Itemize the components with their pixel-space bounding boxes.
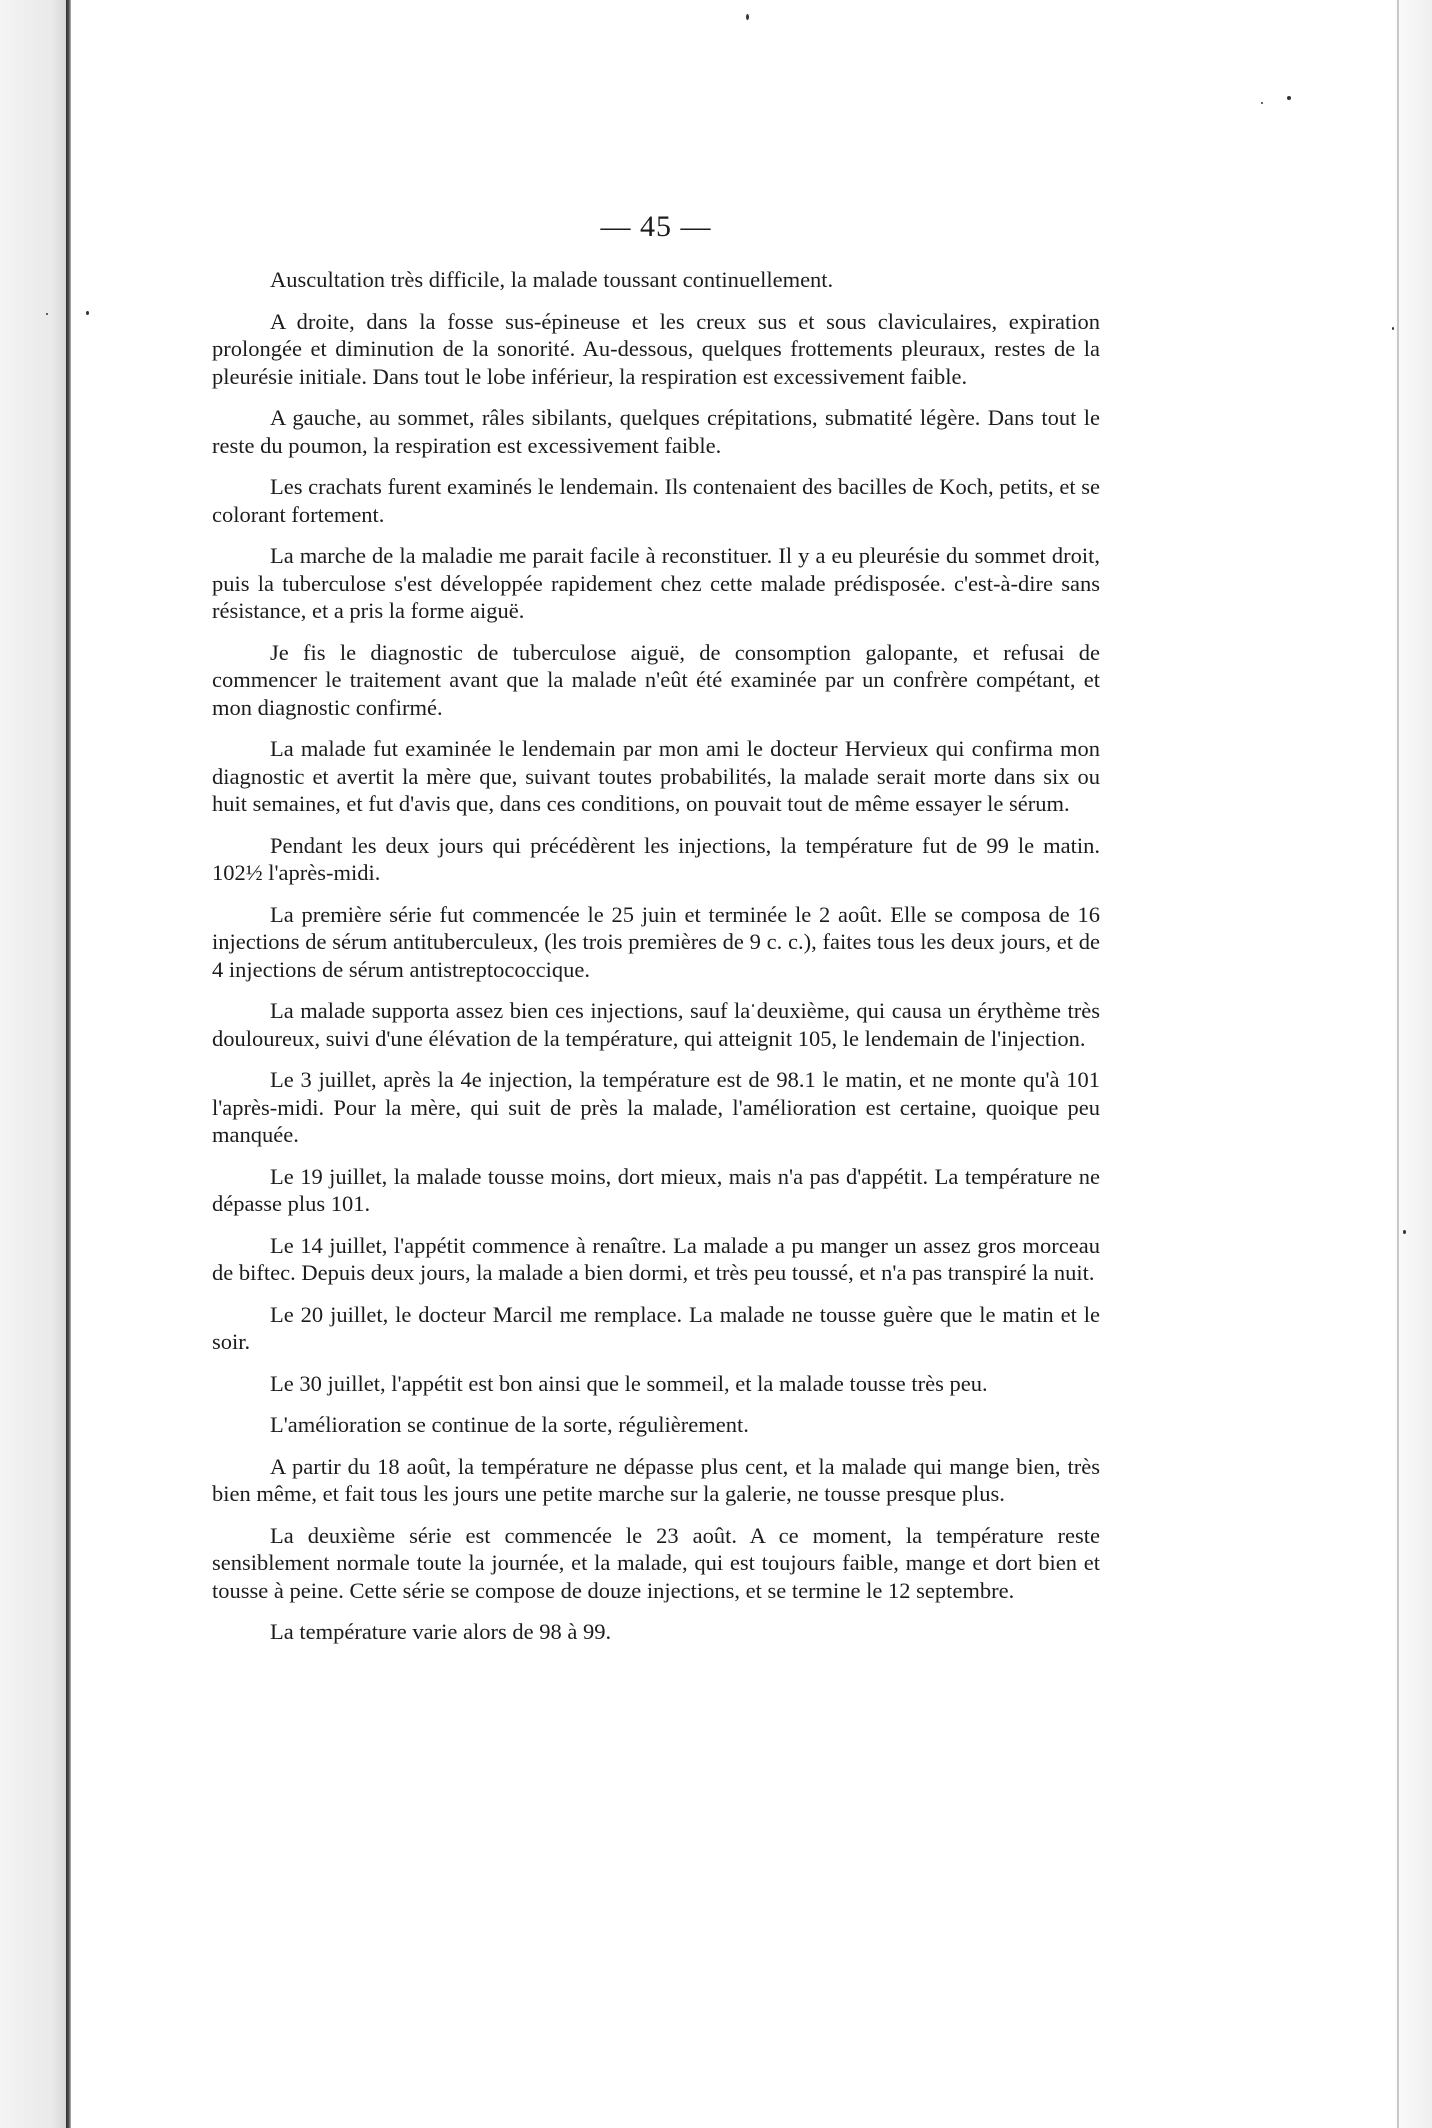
paragraph: Le 3 juillet, après la 4e injection, la température est de 98.1 le matin, et ne monte qu'à 101 l'après-midi. Pour la mère, qui suit de près la malade, l'amélioration est certaine, quoique peu manquée. bbox=[212, 1067, 1100, 1147]
body-text bbox=[212, 266, 1100, 1646]
page-edge-left bbox=[66, 0, 71, 2128]
paragraph: Auscultation très difficile, la malade toussant continuellement. bbox=[270, 267, 834, 292]
paragraph: Les crachats furent examinés le lendemain. Ils contenaient des bacilles de Koch, petits, et se colorant fortement. bbox=[212, 474, 1100, 527]
scan-speck bbox=[86, 311, 89, 315]
paragraph: La deuxième série est commencée le 23 août. A ce moment, la température reste sensiblement normale toute la journée, et la malade, qui est toujours faible, mange et dort bien et tousse à peine. Cette série se compose de douze injections, et se termine le 12 septembre. bbox=[212, 1522, 1100, 1603]
paragraph: Le 14 juillet, l'appétit commence à renaître. La malade a pu manger un assez gros morceau de biftec. Depuis deux jours, la malade a bien dormi, et très peu toussé, et n'a pas transpiré la nuit. bbox=[212, 1232, 1100, 1285]
paragraph: La malade fut examinée le lendemain par mon ami le docteur Hervieux qui confirma mon diagnostic et avertit la mère que, suivant toutes probabilités, la malade serait morte dans six ou huit semaines, et fut d'avis que, dans ces conditions, on pouvait tout de même essayer le sérum. bbox=[212, 736, 1100, 816]
paragraph: A partir du 18 août, la température ne dépasse plus cent, et la malade qui mange bien, très bien même, et fait tous les jours une petite marche sur la galerie, ne tousse presque plus. bbox=[212, 1453, 1100, 1506]
paragraph: L'amélioration se continue de la sorte, régulièrement. bbox=[270, 1412, 749, 1437]
paragraph: Je fis le diagnostic de tuberculose aiguë, de consomption galopante, et refusai de commencer le traitement avant que la malade n'eût été examinée par un confrère compétant, et mon diagnostic confirmé. bbox=[212, 639, 1100, 720]
paragraph: Le 30 juillet, l'appétit est bon ainsi que le sommeil, et la malade tousse très peu. bbox=[270, 1370, 988, 1396]
paragraph: La première série fut commencée le 25 juin et terminée le 2 août. Elle se composa de 16 injections de sérum antituberculeux, (les trois premières de 9 c. c.), faites tous les deux jours, et de 4 injections de sérum antistreptococcique. bbox=[212, 901, 1100, 982]
paragraph: Le 20 juillet, le docteur Marcil me remplace. La malade ne tousse guère que le matin et le soir. bbox=[212, 1301, 1100, 1354]
paragraph: Pendant les deux jours qui précédèrent les injections, la température fut de 99 le matin. 102½ l'après-midi. bbox=[212, 832, 1100, 885]
paragraph: La malade supporta assez bien ces injections, sauf la deuxième, qui causa un érythème très douloureux, suivi d'une élévation de la température, qui atteignit 105, le lendemain de l'injection. bbox=[212, 998, 1100, 1051]
paragraph: A gauche, au sommet, râles sibilants, quelques crépitations, submatité légère. Dans tout le reste du poumon, la respiration est excessivement faible. bbox=[212, 405, 1100, 458]
scan-margin-right bbox=[1396, 0, 1432, 2128]
scan-speck bbox=[1403, 1230, 1406, 1234]
page-number: — 45 — bbox=[600, 210, 712, 243]
scan-speck bbox=[1261, 102, 1263, 104]
paragraph: Le 19 juillet, la malade tousse moins, dort mieux, mais n'a pas d'appétit. La température ne dépasse plus 101. bbox=[212, 1163, 1100, 1216]
scan-speck bbox=[746, 14, 749, 20]
scan-speck bbox=[46, 313, 48, 315]
paragraph: La température varie alors de 98 à 99. bbox=[270, 1619, 612, 1644]
document-page bbox=[212, 210, 1100, 1660]
paragraph: La marche de la maladie me parait facile à reconstituer. Il y a eu pleurésie du sommet droit, puis la tuberculose s'est développée rapidement chez cette malade prédisposée. c'est-à-dire sans résistance, et a pris la forme aiguë. bbox=[212, 543, 1100, 623]
page-edge-right bbox=[1397, 0, 1399, 2128]
paragraph: A droite, dans la fosse sus-épineuse et les creux sus et sous claviculaires, expiration prolongée et diminution de la sonorité. Au-dessous, quelques frottements pleuraux, restes de la pleurésie initiale. Dans tout le lobe inférieur, la respiration est excessivement faible. bbox=[212, 308, 1100, 389]
scan-margin-left bbox=[0, 0, 66, 2128]
scan-speck bbox=[1392, 327, 1394, 330]
scan-speck bbox=[1287, 96, 1291, 100]
